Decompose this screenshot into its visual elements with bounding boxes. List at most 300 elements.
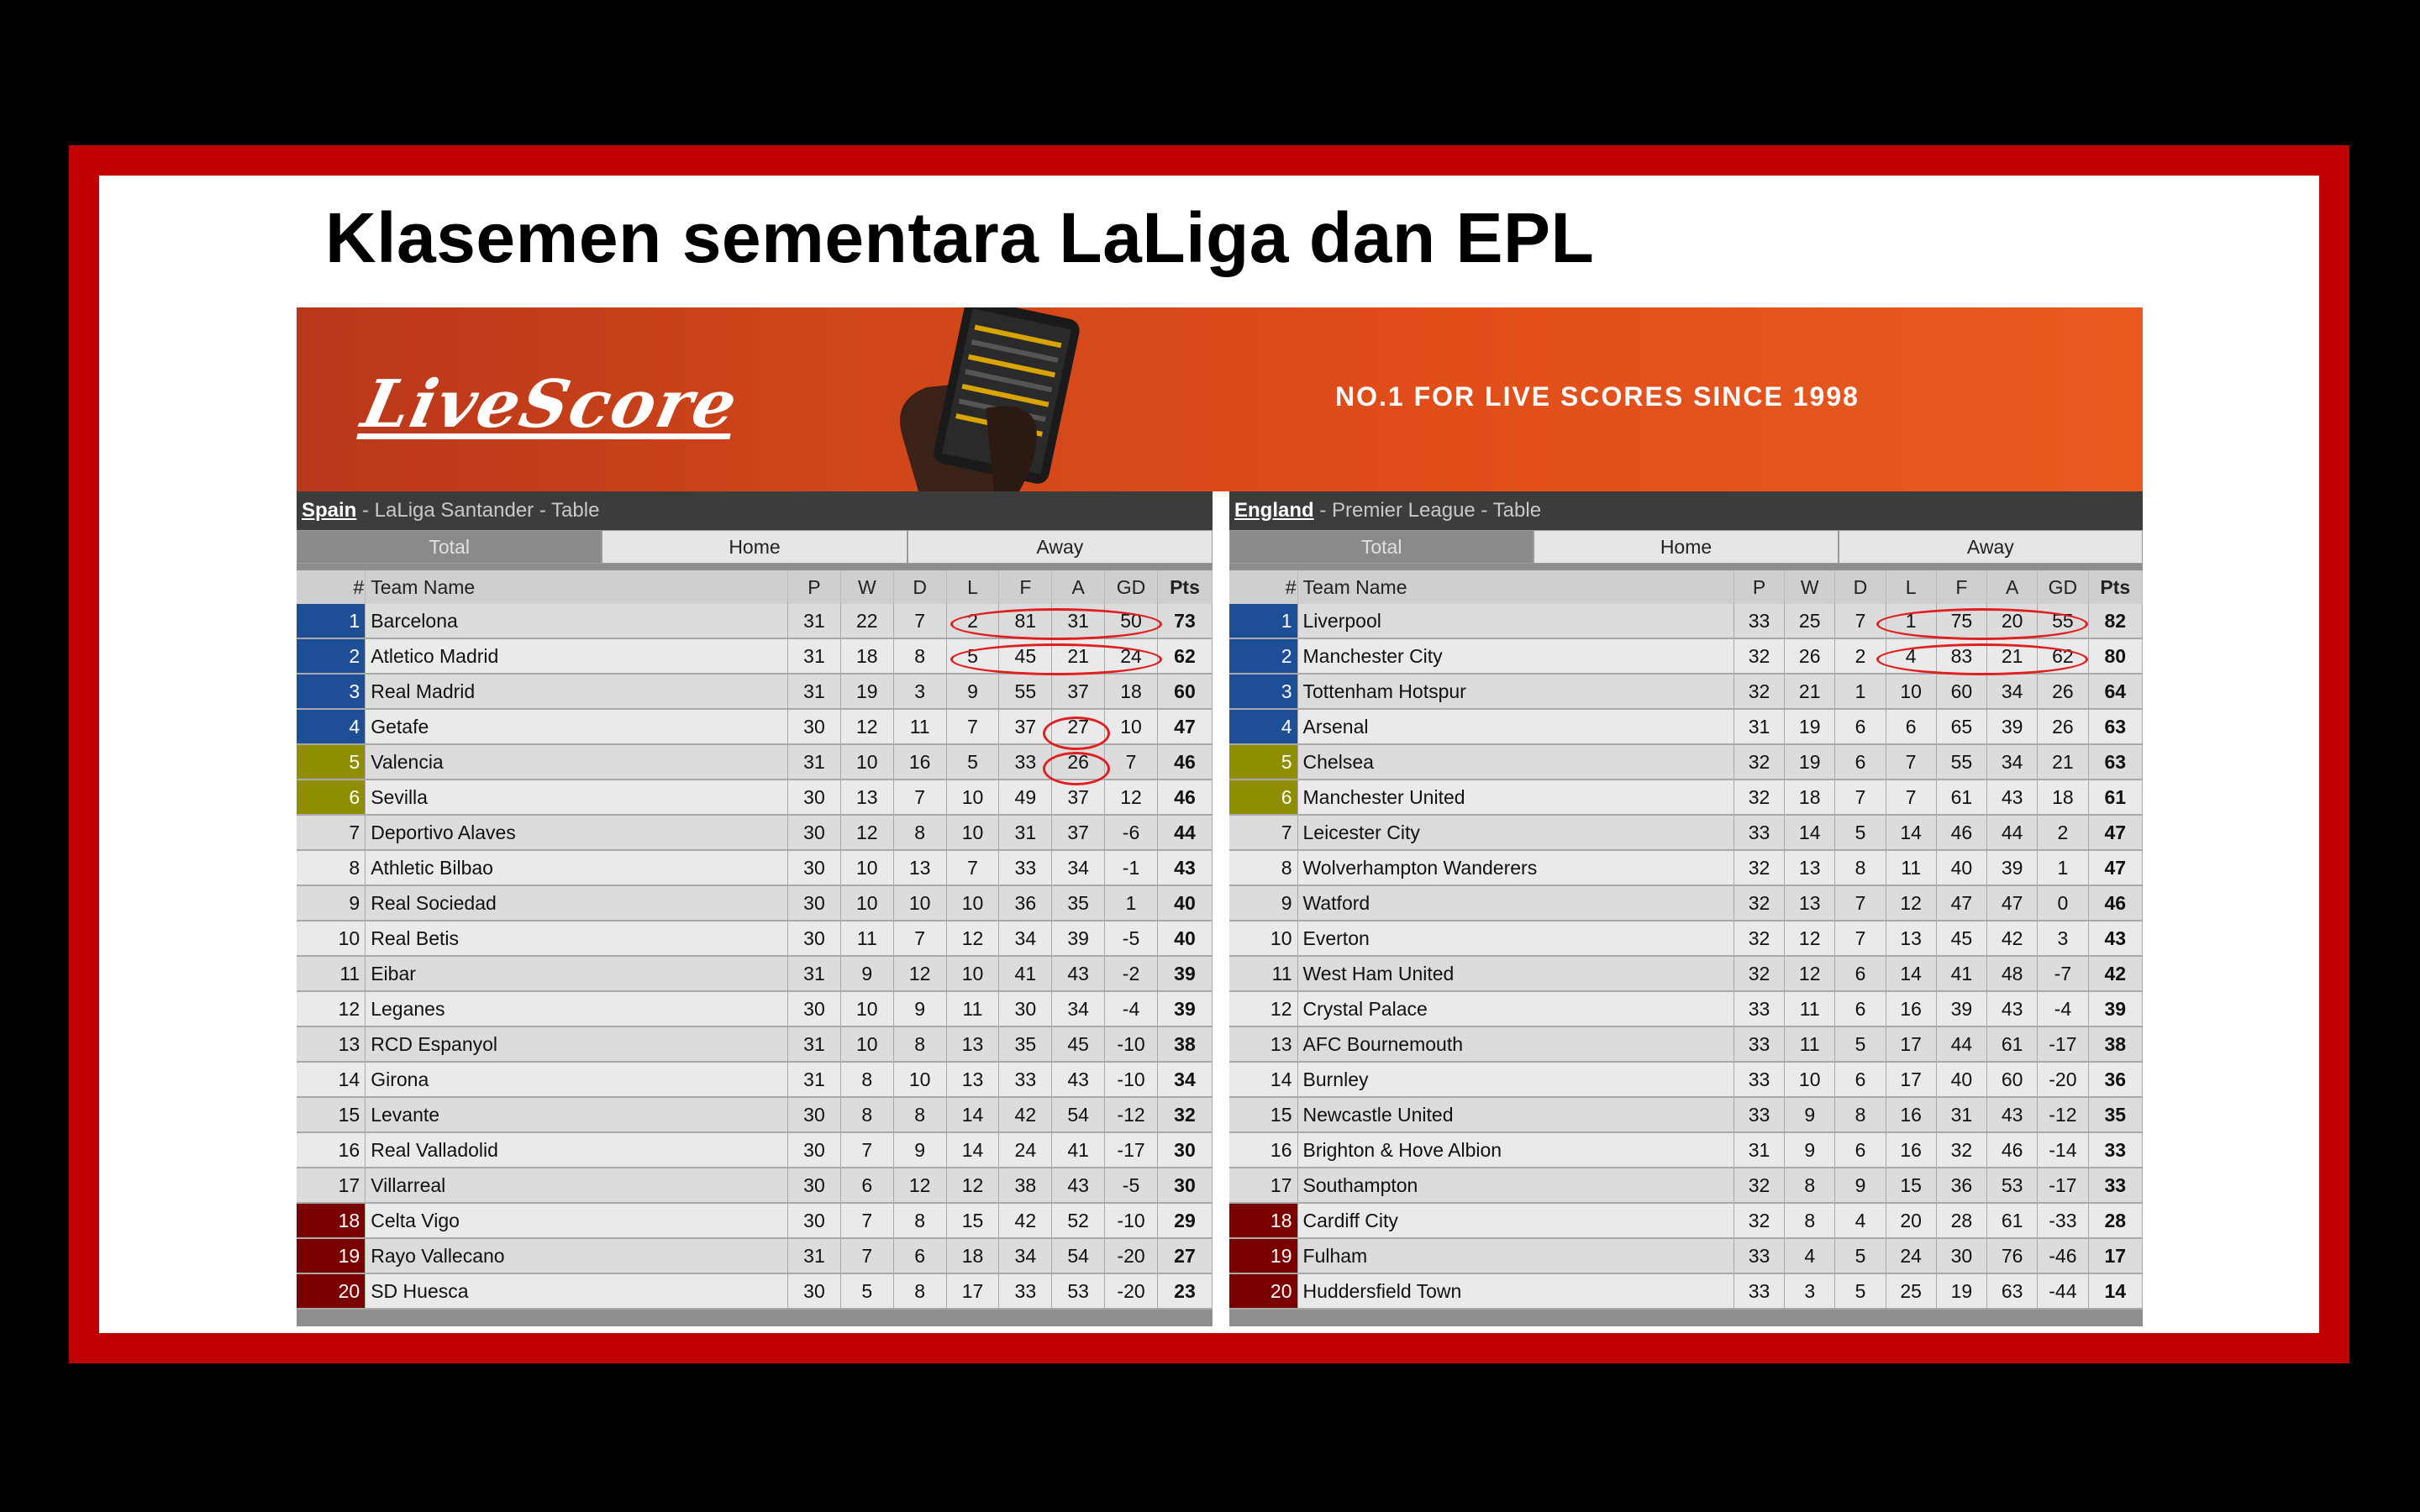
w-cell: 19 xyxy=(1785,709,1835,744)
gd-cell: 21 xyxy=(2038,744,2088,780)
pts-cell: 35 xyxy=(2088,1097,2142,1132)
a-cell: 31 xyxy=(1052,604,1105,638)
a-cell: 21 xyxy=(1987,638,2038,674)
gd-cell: -20 xyxy=(2038,1062,2088,1097)
f-cell: 40 xyxy=(1936,850,1986,885)
w-cell: 6 xyxy=(840,1168,893,1203)
team-name-cell[interactable]: SD Huesca xyxy=(366,1273,788,1309)
gd-cell: 7 xyxy=(1105,744,1158,780)
gd-cell: -20 xyxy=(1105,1238,1158,1273)
table-row[interactable] xyxy=(1229,1238,2143,1273)
f-cell: 81 xyxy=(999,604,1052,638)
team-name-cell[interactable]: Valencia xyxy=(366,744,788,780)
team-name-cell[interactable]: Tottenham Hotspur xyxy=(1297,674,1733,709)
d-cell: 9 xyxy=(893,1132,946,1168)
f-cell: 31 xyxy=(1936,1097,1986,1132)
rank-cell: 8 xyxy=(297,850,366,885)
d-cell: 8 xyxy=(893,815,946,850)
a-cell: 39 xyxy=(1987,709,2038,744)
team-name-cell[interactable]: Manchester United xyxy=(1297,780,1733,815)
pts-cell: 30 xyxy=(1157,1168,1212,1203)
p-cell: 31 xyxy=(788,1026,841,1062)
gd-cell: 1 xyxy=(2038,850,2088,885)
w-cell: 26 xyxy=(1785,638,1835,674)
team-name-cell[interactable]: Leganes xyxy=(366,991,788,1026)
table-row[interactable] xyxy=(1229,604,2143,638)
gd-cell: 0 xyxy=(2038,885,2088,921)
gd-cell: -10 xyxy=(1105,1203,1158,1238)
team-name-cell[interactable]: Newcastle United xyxy=(1297,1097,1733,1132)
team-name-cell[interactable]: Cardiff City xyxy=(1297,1203,1733,1238)
l-cell: 7 xyxy=(946,709,999,744)
livescore-screenshot xyxy=(297,307,2143,1326)
w-cell: 13 xyxy=(840,780,893,815)
f-cell: 42 xyxy=(999,1097,1052,1132)
a-cell: 34 xyxy=(1987,674,2038,709)
w-cell: 10 xyxy=(840,885,893,921)
column-header-gd: GD xyxy=(1105,570,1158,604)
d-cell: 7 xyxy=(1835,885,1886,921)
table-row[interactable] xyxy=(297,604,1213,638)
a-cell: 34 xyxy=(1052,991,1105,1026)
a-cell: 41 xyxy=(1052,1132,1105,1168)
f-cell: 33 xyxy=(999,744,1052,780)
rank-cell: 9 xyxy=(1229,885,1297,921)
table-row[interactable] xyxy=(1229,956,2143,991)
team-name-cell[interactable]: Watford xyxy=(1297,885,1733,921)
gd-cell: 12 xyxy=(1105,780,1158,815)
p-cell: 32 xyxy=(1733,674,1784,709)
rank-cell: 11 xyxy=(297,956,366,991)
team-name-cell[interactable]: Fulham xyxy=(1297,1238,1733,1273)
pts-cell: 38 xyxy=(2088,1026,2142,1062)
team-name-cell[interactable]: Southampton xyxy=(1297,1168,1733,1203)
f-cell: 33 xyxy=(999,1062,1052,1097)
rank-cell: 3 xyxy=(297,674,366,709)
a-cell: 43 xyxy=(1987,991,2038,1026)
pts-cell: 28 xyxy=(2088,1203,2142,1238)
pts-cell: 23 xyxy=(1157,1273,1212,1309)
p-cell: 33 xyxy=(1733,991,1784,1026)
gd-cell: 18 xyxy=(1105,674,1158,709)
laliga-panel-header xyxy=(297,491,1213,530)
team-name-cell[interactable]: Deportivo Alaves xyxy=(366,815,788,850)
letterbox-bottom xyxy=(0,1436,2420,1512)
f-cell: 34 xyxy=(999,921,1052,956)
table-row[interactable] xyxy=(1229,744,2143,780)
f-cell: 36 xyxy=(999,885,1052,921)
team-name-cell[interactable]: Leicester City xyxy=(1297,815,1733,850)
l-cell: 15 xyxy=(1886,1168,1936,1203)
team-name-cell[interactable]: Real Sociedad xyxy=(366,885,788,921)
d-cell: 8 xyxy=(893,1203,946,1238)
w-cell: 3 xyxy=(1785,1273,1835,1309)
team-name-cell[interactable]: Celta Vigo xyxy=(366,1203,788,1238)
table-row[interactable] xyxy=(1229,1026,2143,1062)
column-header-rank: # xyxy=(1229,570,1297,604)
rank-cell: 10 xyxy=(1229,921,1297,956)
p-cell: 33 xyxy=(1733,1097,1784,1132)
l-cell: 5 xyxy=(946,744,999,780)
gd-cell: 18 xyxy=(2038,780,2088,815)
column-header-w: W xyxy=(840,570,893,604)
pts-cell: 29 xyxy=(1157,1203,1212,1238)
d-cell: 13 xyxy=(893,850,946,885)
l-cell: 18 xyxy=(946,1238,999,1273)
a-cell: 54 xyxy=(1052,1238,1105,1273)
column-header-w: W xyxy=(1785,570,1835,604)
l-cell: 17 xyxy=(946,1273,999,1309)
table-row[interactable] xyxy=(297,1168,1213,1203)
team-name-cell[interactable]: Sevilla xyxy=(366,780,788,815)
p-cell: 30 xyxy=(788,1168,841,1203)
f-cell: 60 xyxy=(1936,674,1986,709)
table-row[interactable] xyxy=(1229,885,2143,921)
f-cell: 34 xyxy=(999,1238,1052,1273)
team-name-cell[interactable]: Atletico Madrid xyxy=(366,638,788,674)
a-cell: 26 xyxy=(1052,744,1105,780)
table-row[interactable] xyxy=(297,780,1213,815)
table-row[interactable] xyxy=(297,1273,1213,1309)
team-name-cell[interactable]: Crystal Palace xyxy=(1297,991,1733,1026)
rank-cell: 8 xyxy=(1229,850,1297,885)
gd-cell: -14 xyxy=(2038,1132,2088,1168)
l-cell: 13 xyxy=(946,1062,999,1097)
rank-cell: 19 xyxy=(1229,1238,1297,1273)
pts-cell: 38 xyxy=(1157,1026,1212,1062)
f-cell: 46 xyxy=(1936,815,1986,850)
table-row[interactable] xyxy=(1229,815,2143,850)
w-cell: 7 xyxy=(840,1238,893,1273)
rank-cell: 20 xyxy=(1229,1273,1297,1309)
d-cell: 5 xyxy=(1835,1026,1886,1062)
team-name-cell[interactable]: Real Valladolid xyxy=(366,1132,788,1168)
f-cell: 30 xyxy=(999,991,1052,1026)
f-cell: 49 xyxy=(999,780,1052,815)
gd-cell: 55 xyxy=(2038,604,2088,638)
table-row[interactable] xyxy=(297,1132,1213,1168)
gd-cell: 26 xyxy=(2038,709,2088,744)
rank-cell: 5 xyxy=(1229,744,1297,780)
gd-cell: -7 xyxy=(2038,956,2088,991)
pts-cell: 39 xyxy=(1157,991,1212,1026)
l-cell: 7 xyxy=(946,850,999,885)
table-row[interactable] xyxy=(1229,1062,2143,1097)
gd-cell: -5 xyxy=(1105,921,1158,956)
p-cell: 32 xyxy=(1733,956,1784,991)
a-cell: 47 xyxy=(1987,885,2038,921)
w-cell: 22 xyxy=(840,604,893,638)
table-row[interactable] xyxy=(297,1238,1213,1273)
rank-cell: 2 xyxy=(1229,638,1297,674)
livescore-logo[interactable]: LiveScore xyxy=(355,366,745,443)
f-cell: 75 xyxy=(1936,604,1986,638)
rank-cell: 19 xyxy=(297,1238,366,1273)
rank-cell: 11 xyxy=(1229,956,1297,991)
table-row[interactable] xyxy=(297,1097,1213,1132)
team-name-cell[interactable]: Real Betis xyxy=(366,921,788,956)
l-cell: 25 xyxy=(1886,1273,1936,1309)
table-row[interactable] xyxy=(297,709,1213,744)
l-cell: 24 xyxy=(1886,1238,1936,1273)
a-cell: 61 xyxy=(1987,1203,2038,1238)
team-name-cell[interactable]: Arsenal xyxy=(1297,709,1733,744)
team-name-cell[interactable]: RCD Espanyol xyxy=(366,1026,788,1062)
laliga-table-panel xyxy=(297,491,1213,1326)
p-cell: 30 xyxy=(788,1097,841,1132)
table-row[interactable] xyxy=(1229,638,2143,674)
rank-cell: 4 xyxy=(1229,709,1297,744)
d-cell: 8 xyxy=(893,1273,946,1309)
p-cell: 31 xyxy=(1733,709,1784,744)
l-cell: 10 xyxy=(946,780,999,815)
team-name-cell[interactable]: Manchester City xyxy=(1297,638,1733,674)
l-cell: 1 xyxy=(1886,604,1936,638)
phone-in-hand-image xyxy=(868,307,1086,491)
table-row[interactable] xyxy=(297,744,1213,780)
l-cell: 2 xyxy=(946,604,999,638)
table-row[interactable] xyxy=(297,921,1213,956)
w-cell: 8 xyxy=(840,1097,893,1132)
gd-cell: -6 xyxy=(1105,815,1158,850)
d-cell: 8 xyxy=(1835,850,1886,885)
l-cell: 16 xyxy=(1886,1097,1936,1132)
table-row[interactable] xyxy=(1229,1097,2143,1132)
laliga-tab-total[interactable]: Total xyxy=(297,530,602,564)
epl-tab-total[interactable]: Total xyxy=(1229,530,1534,564)
w-cell: 10 xyxy=(1785,1062,1835,1097)
l-cell: 4 xyxy=(1886,638,1936,674)
p-cell: 31 xyxy=(788,1062,841,1097)
rank-cell: 9 xyxy=(297,885,366,921)
letterbox-top xyxy=(0,0,2420,76)
a-cell: 35 xyxy=(1052,885,1105,921)
table-row[interactable] xyxy=(297,1203,1213,1238)
table-row[interactable] xyxy=(1229,1132,2143,1168)
table-row[interactable] xyxy=(297,674,1213,709)
f-cell: 35 xyxy=(999,1026,1052,1062)
pts-cell: 33 xyxy=(2088,1168,2142,1203)
team-name-cell[interactable]: Getafe xyxy=(366,709,788,744)
w-cell: 12 xyxy=(1785,921,1835,956)
gd-cell: 1 xyxy=(1105,885,1158,921)
p-cell: 30 xyxy=(788,1203,841,1238)
gd-cell: -10 xyxy=(1105,1026,1158,1062)
a-cell: 45 xyxy=(1052,1026,1105,1062)
laliga-country-link[interactable]: Spain xyxy=(302,499,357,522)
table-row[interactable] xyxy=(1229,850,2143,885)
pts-cell: 32 xyxy=(1157,1097,1212,1132)
team-name-cell[interactable]: Chelsea xyxy=(1297,744,1733,780)
d-cell: 12 xyxy=(893,956,946,991)
laliga-tab-away[interactable]: Away xyxy=(908,530,1213,564)
d-cell: 5 xyxy=(1835,1273,1886,1309)
gd-cell: 2 xyxy=(2038,815,2088,850)
f-cell: 65 xyxy=(1936,709,1986,744)
gd-cell: 62 xyxy=(2038,638,2088,674)
table-row[interactable] xyxy=(1229,780,2143,815)
l-cell: 20 xyxy=(1886,1203,1936,1238)
epl-country-link[interactable]: England xyxy=(1234,499,1314,522)
team-name-cell[interactable]: West Ham United xyxy=(1297,956,1733,991)
gd-cell: -17 xyxy=(2038,1026,2088,1062)
table-row[interactable] xyxy=(1229,1168,2143,1203)
pts-cell: 47 xyxy=(1157,709,1212,744)
column-header-l: L xyxy=(1886,570,1936,604)
d-cell: 5 xyxy=(1835,1238,1886,1273)
epl-tab-away[interactable]: Away xyxy=(1839,530,2143,564)
column-header-d: D xyxy=(893,570,946,604)
team-name-cell[interactable]: Girona xyxy=(366,1062,788,1097)
team-name-cell[interactable]: Huddersfield Town xyxy=(1297,1273,1733,1309)
p-cell: 33 xyxy=(1733,815,1784,850)
d-cell: 7 xyxy=(1835,921,1886,956)
w-cell: 12 xyxy=(840,815,893,850)
table-row[interactable] xyxy=(1229,709,2143,744)
rank-cell: 12 xyxy=(1229,991,1297,1026)
l-cell: 10 xyxy=(946,815,999,850)
a-cell: 46 xyxy=(1987,1132,2038,1168)
a-cell: 20 xyxy=(1987,604,2038,638)
f-cell: 30 xyxy=(1936,1238,1986,1273)
column-header-pts: Pts xyxy=(2088,570,2142,604)
column-header-f: F xyxy=(1936,570,1986,604)
rank-cell: 20 xyxy=(297,1273,366,1309)
team-name-cell[interactable]: Levante xyxy=(366,1097,788,1132)
p-cell: 31 xyxy=(788,638,841,674)
team-name-cell[interactable]: Eibar xyxy=(366,956,788,991)
team-name-cell[interactable]: Burnley xyxy=(1297,1062,1733,1097)
laliga-competition-label: - LaLiga Santander - Table xyxy=(356,499,600,522)
w-cell: 11 xyxy=(840,921,893,956)
team-name-cell[interactable]: Rayo Vallecano xyxy=(366,1238,788,1273)
l-cell: 11 xyxy=(1886,850,1936,885)
table-row[interactable] xyxy=(297,815,1213,850)
p-cell: 33 xyxy=(1733,604,1784,638)
team-name-cell[interactable]: Everton xyxy=(1297,921,1733,956)
l-cell: 10 xyxy=(946,885,999,921)
f-cell: 28 xyxy=(1936,1203,1986,1238)
team-name-cell[interactable]: Athletic Bilbao xyxy=(366,850,788,885)
pts-cell: 43 xyxy=(2088,921,2142,956)
a-cell: 53 xyxy=(1987,1168,2038,1203)
a-cell: 48 xyxy=(1987,956,2038,991)
table-row[interactable] xyxy=(297,956,1213,991)
p-cell: 32 xyxy=(1733,1168,1784,1203)
table-row[interactable] xyxy=(297,991,1213,1026)
table-row[interactable] xyxy=(297,885,1213,921)
epl-tabs xyxy=(1229,530,2143,564)
pts-cell: 14 xyxy=(2088,1273,2142,1309)
table-row[interactable] xyxy=(1229,674,2143,709)
epl-table-panel xyxy=(1229,491,2143,1326)
w-cell: 12 xyxy=(1785,956,1835,991)
epl-panel-header xyxy=(1229,491,2143,530)
l-cell: 16 xyxy=(1886,1132,1936,1168)
team-name-cell[interactable]: Liverpool xyxy=(1297,604,1733,638)
gd-cell: 24 xyxy=(1105,638,1158,674)
l-cell: 15 xyxy=(946,1203,999,1238)
pts-cell: 46 xyxy=(1157,744,1212,780)
d-cell: 8 xyxy=(893,638,946,674)
l-cell: 12 xyxy=(1886,885,1936,921)
w-cell: 18 xyxy=(840,638,893,674)
table-row[interactable] xyxy=(297,638,1213,674)
p-cell: 32 xyxy=(1733,921,1784,956)
a-cell: 37 xyxy=(1052,780,1105,815)
f-cell: 36 xyxy=(1936,1168,1986,1203)
p-cell: 31 xyxy=(788,744,841,780)
team-name-cell[interactable]: Wolverhampton Wanderers xyxy=(1297,850,1733,885)
pts-cell: 40 xyxy=(1157,921,1212,956)
p-cell: 32 xyxy=(1733,885,1784,921)
team-name-cell[interactable]: AFC Bournemouth xyxy=(1297,1026,1733,1062)
p-cell: 31 xyxy=(788,1238,841,1273)
table-row[interactable] xyxy=(1229,921,2143,956)
gd-cell: -2 xyxy=(1105,956,1158,991)
l-cell: 14 xyxy=(1886,815,1936,850)
a-cell: 37 xyxy=(1052,674,1105,709)
pts-cell: 30 xyxy=(1157,1132,1212,1168)
epl-tab-home[interactable]: Home xyxy=(1534,530,1838,564)
pts-cell: 80 xyxy=(2088,638,2142,674)
pts-cell: 39 xyxy=(2088,991,2142,1026)
d-cell: 6 xyxy=(1835,744,1886,780)
d-cell: 6 xyxy=(1835,956,1886,991)
table-row[interactable] xyxy=(297,1026,1213,1062)
w-cell: 21 xyxy=(1785,674,1835,709)
team-name-cell[interactable]: Brighton & Hove Albion xyxy=(1297,1132,1733,1168)
table-header-row xyxy=(297,570,1213,604)
column-header-p: P xyxy=(1733,570,1784,604)
l-cell: 14 xyxy=(1886,956,1936,991)
a-cell: 43 xyxy=(1052,1168,1105,1203)
laliga-tab-home[interactable]: Home xyxy=(602,530,907,564)
rank-cell: 7 xyxy=(297,815,366,850)
f-cell: 32 xyxy=(1936,1132,1986,1168)
f-cell: 55 xyxy=(1936,744,1986,780)
l-cell: 16 xyxy=(1886,991,1936,1026)
table-row[interactable] xyxy=(1229,1203,2143,1238)
gd-cell: -4 xyxy=(1105,991,1158,1026)
table-row[interactable] xyxy=(1229,991,2143,1026)
f-cell: 38 xyxy=(999,1168,1052,1203)
w-cell: 9 xyxy=(840,956,893,991)
team-name-cell[interactable]: Real Madrid xyxy=(366,674,788,709)
table-row[interactable] xyxy=(297,850,1213,885)
table-row[interactable] xyxy=(297,1062,1213,1097)
w-cell: 8 xyxy=(840,1062,893,1097)
w-cell: 8 xyxy=(1785,1168,1835,1203)
team-name-cell[interactable]: Villarreal xyxy=(366,1168,788,1203)
pts-cell: 36 xyxy=(2088,1062,2142,1097)
team-name-cell[interactable]: Barcelona xyxy=(366,604,788,638)
a-cell: 61 xyxy=(1987,1026,2038,1062)
column-header-a: A xyxy=(1987,570,2038,604)
p-cell: 30 xyxy=(788,780,841,815)
f-cell: 42 xyxy=(999,1203,1052,1238)
d-cell: 1 xyxy=(1835,674,1886,709)
rank-cell: 18 xyxy=(297,1203,366,1238)
d-cell: 8 xyxy=(893,1097,946,1132)
pts-cell: 47 xyxy=(2088,815,2142,850)
a-cell: 76 xyxy=(1987,1238,2038,1273)
table-row[interactable] xyxy=(1229,1273,2143,1309)
pts-cell: 62 xyxy=(1157,638,1212,674)
d-cell: 4 xyxy=(1835,1203,1886,1238)
gd-cell: -17 xyxy=(2038,1168,2088,1203)
table-header-row xyxy=(1229,570,2143,604)
